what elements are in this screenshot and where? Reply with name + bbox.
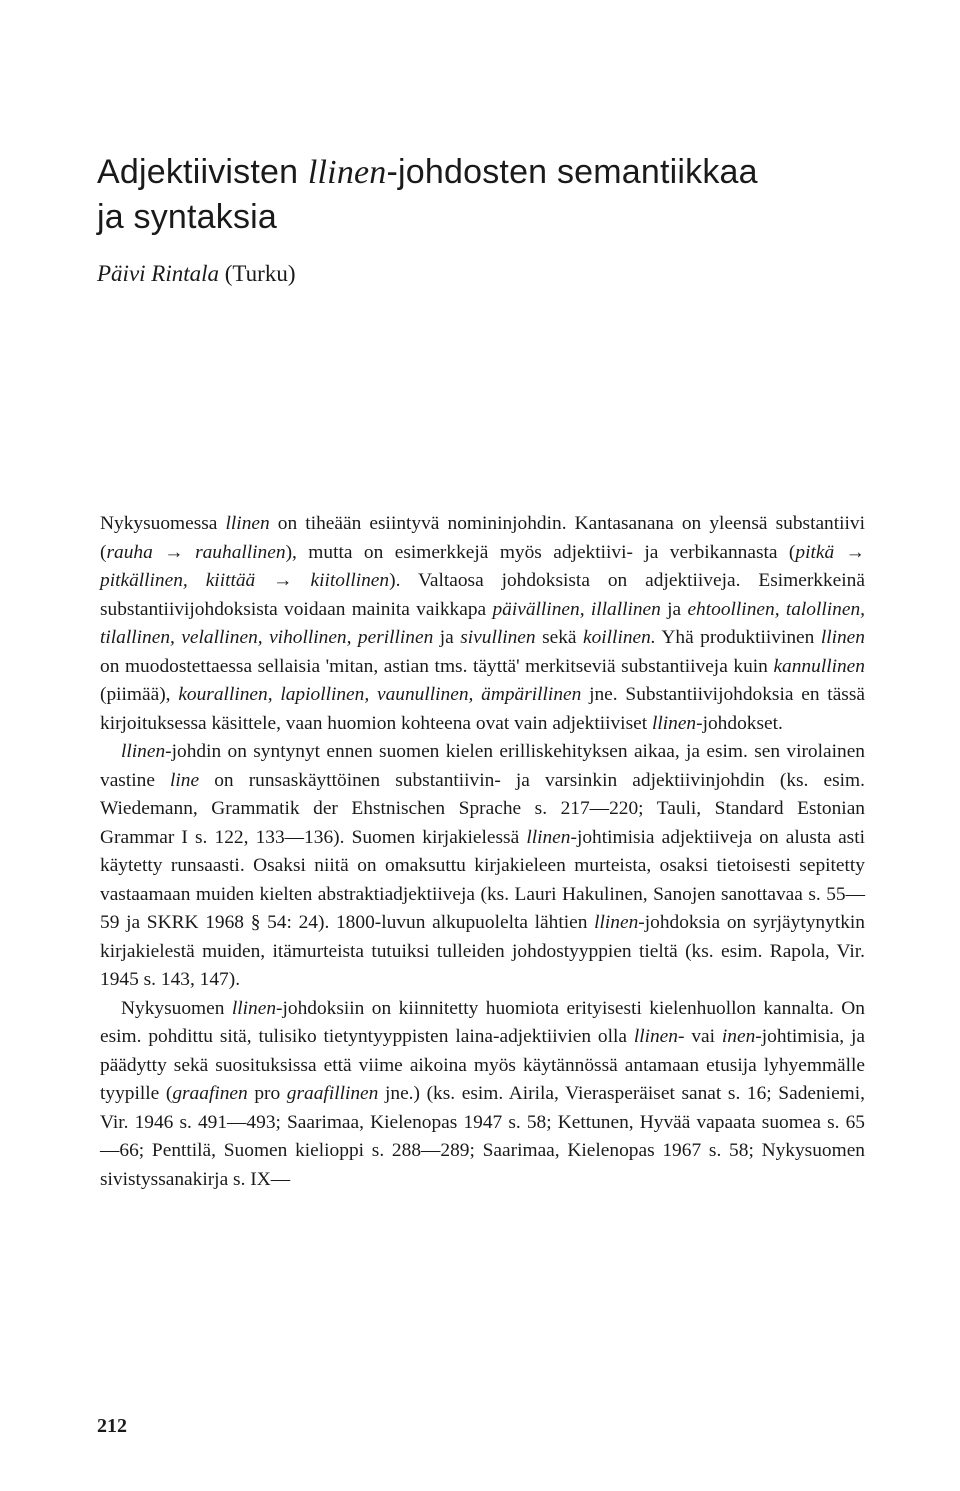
paragraph-2: [100, 738, 865, 995]
text-run: Nykysuomen: [121, 997, 232, 1019]
text-run: on tiheään esiintyvä nomininjohdin. Kantasanana on yleensä substantiivi (: [100, 513, 865, 563]
italic-term: päivällinen, illallinen: [492, 598, 661, 620]
text-run: ), mutta on esimerkkejä myös adjektiivi- ja verbikannasta (: [285, 541, 796, 563]
text-run: jne. Substantiivijohdoksia en tässä kirjoituksessa käsittele, vaan huomion kohteena ovat vain adjektiiviset: [100, 684, 866, 734]
arrow-symbol: →: [255, 570, 311, 591]
arrow-symbol: →: [834, 541, 865, 563]
text-run: Yhä produktiivinen: [655, 627, 821, 648]
italic-term: pitkä: [795, 541, 835, 563]
italic-term: llinen: [526, 826, 571, 848]
italic-term: llinen: [820, 627, 865, 648]
title-part-2-italic: llinen: [307, 154, 387, 191]
title-line-2: ja syntaksia: [97, 198, 278, 236]
italic-term: sivullinen: [460, 627, 536, 648]
text-run: -johtimisia, ja päädytty sekä suosituksissa että viime aikoina myös käytännössä antamaan etusija lyhyemmälle tyypille (: [100, 1026, 866, 1104]
text-run: ). Valtaosa johdoksista on adjektiiveja. Esimerkkeinä substantiivijohdoksista voidaan mainita vaikkapa: [100, 570, 865, 620]
italic-term: kourallinen, lapiollinen, vaunullinen, ämpärillinen: [178, 684, 582, 705]
italic-term: llinen: [594, 912, 639, 933]
italic-term: kannullinen: [773, 655, 865, 677]
author-name: Päivi Rintala: [97, 261, 220, 286]
italic-term: llinen: [633, 1026, 678, 1047]
italic-term: koillinen.: [582, 627, 656, 648]
text-run: jne.) (ks. esim. Airila, Vierasperäiset sanat s. 16; Sadeniemi, Vir. 1946 s. 491—493; Saarimaa, Kielenopas 1947 s. 58; Kettunen, Hyvää vapaata suomea s. 65—66; Penttilä, Suomen kielioppi s. 288—289; Saarimaa, Kielenopas 1967 s. 58; Nykysuomen sivistyssanakirja s. IX—: [100, 1083, 865, 1190]
author-affiliation: (Turku): [219, 261, 296, 286]
text-run: -johdoksia on syrjäytynytkin kirjakielestä muiden, itämurteista tutuiksi tulleiden johdostyyppien tieltä (ks. esim. Rapola, Vir. 1945 s. 143, 147).: [100, 912, 865, 990]
text-run: - vai: [678, 1026, 722, 1047]
italic-term: inen: [721, 1026, 756, 1047]
title-part-1: Adjektiivisten: [97, 153, 308, 191]
italic-term: graafinen: [172, 1083, 248, 1104]
text-run: ja: [433, 627, 461, 648]
paragraph-1: [100, 510, 865, 738]
italic-term: llinen: [121, 741, 166, 762]
article-body: [100, 510, 865, 1194]
text-run: ja: [660, 598, 688, 620]
text-run: sekä: [535, 627, 583, 648]
italic-term: line: [170, 769, 200, 791]
italic-term: graafillinen: [286, 1083, 379, 1104]
italic-term: llinen: [651, 712, 697, 734]
italic-term: llinen: [225, 513, 270, 534]
arrow-symbol: →: [152, 541, 196, 563]
italic-term: llinen: [231, 997, 277, 1019]
italic-term: rauhallinen: [195, 541, 286, 563]
text-run: on runsaskäyttöinen substantiivin- ja varsinkin adjektiivinjohdin (ks. esim. Wiedemann, Grammatik der Ehstnischen Sprache s. 217—220; Tauli, Standard Estonian Grammar I s. 122, 133—136). Suomen kirjakielessä: [100, 769, 865, 848]
text-run: pro: [247, 1083, 287, 1104]
italic-term: kiitollinen: [310, 570, 390, 591]
text-run: (piimää),: [100, 684, 179, 705]
text-run: on muodostettaessa sellaisia 'mitan, astian tms. täyttä' merkitseviä substantiiveja kuin: [100, 655, 774, 677]
article-title: [97, 150, 877, 239]
italic-term: ehtoollinen, talollinen, tilallinen, velallinen, vihollinen, perillinen: [100, 598, 866, 648]
text-run: -johtimisia adjektiiveja on alusta asti käytetty runsaasti. Osaksi niitä on omaksuttu kirjakieleen murteista, osaksi tietoisesti sepitetty vastaamaan muiden kielten abstraktiadjektiiveja (ks. Lauri Hakulinen, Sanojen sanottavaa s. 55—59 ja SKRK 1968 § 54: 24). 1800-luvun alkupuolelta lähtien: [100, 826, 866, 933]
author-line: [97, 259, 295, 289]
paragraph-3: [100, 995, 865, 1195]
text-run: -johdin on syntynyt ennen suomen kielen erilliskehityksen aikaa, ja esim. sen virolainen vastine: [100, 741, 865, 791]
text-run: -johdokset.: [696, 712, 783, 734]
title-part-3: -johdosten semantiikkaa: [386, 153, 758, 191]
italic-term: rauha: [106, 541, 153, 563]
text-run: -johdoksiin on kiinnitetty huomiota erityisesti kielenhuollon kannalta. On esim. pohdittu sitä, tulisiko tietyntyyppisten laina-adjektiivien olla: [100, 997, 866, 1047]
page-number: 212: [97, 1415, 127, 1437]
text-run: Nykysuomessa: [100, 513, 226, 534]
italic-term: pitkällinen, kiittää: [100, 570, 256, 591]
